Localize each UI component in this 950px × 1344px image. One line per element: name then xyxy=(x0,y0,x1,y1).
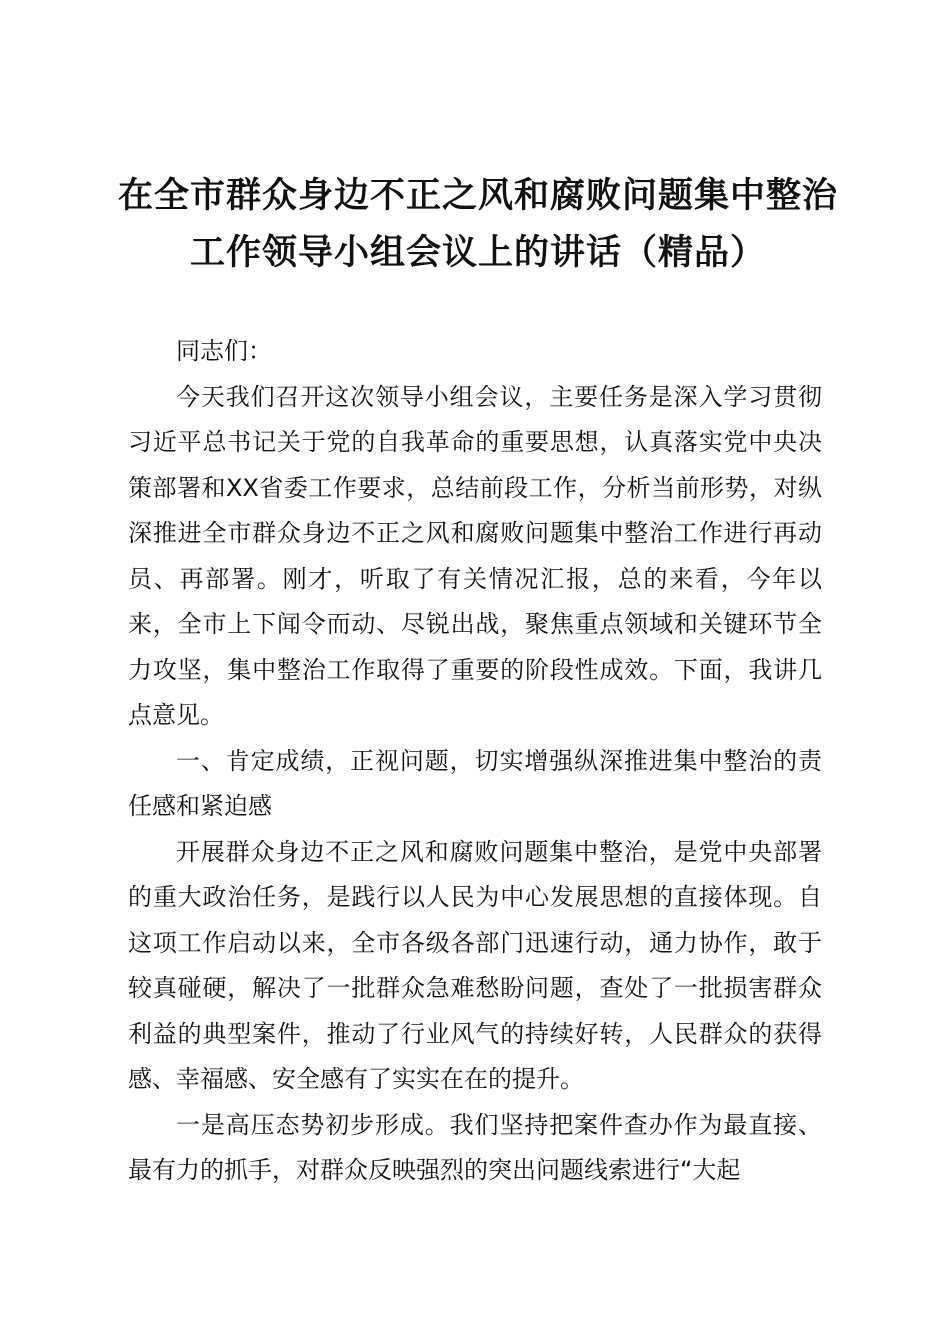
section-heading-1: 一、肯定成绩，正视问题，切实增强纵深推进集中整治的责任感和紧迫感 xyxy=(128,746,822,820)
paragraph-point-1: 一是高压态势初步形成。我们坚持把案件查办作为最直接、最有力的抓手，对群众反映强烈的突出问题线索进行“大起 xyxy=(128,1110,822,1184)
salutation: 同志们： xyxy=(176,337,272,365)
paragraph-section-1: 开展群众身边不正之风和腐败问题集中整治，是党中央部署的重大政治任务，是践行以人民为中心发展思想的直接体现。自这项工作启动以来，全市各级各部门迅速行动，通力协作，敢于较真碰硬，解决了一批群众急难愁盼问题，查处了一批损害群众利益的典型案件，推动了行业风气的持续好转，人民群众的获得感、幸福感、安全感有了实实在在的提升。 xyxy=(128,837,822,1093)
document-body xyxy=(128,329,822,1194)
paragraph-intro: 今天我们召开这次领导小组会议，主要任务是深入学习贯彻习近平总书记关于党的自我革命的重要思想，认真落实党中央决策部署和XX省委工作要求，总结前段工作，分析当前形势，对纵深推进全市群众身边不正之风和腐败问题集中整治工作进行再动员、再部署。刚才，听取了有关情况汇报，总的来看，今年以来，全市上下闻令而动、尽锐出战，聚焦重点领域和关键环节全力攻坚，集中整治工作取得了重要的阶段性成效。下面，我讲几点意见。 xyxy=(128,382,822,729)
document-title: 在全市群众身边不正之风和腐败问题集中整治工作领导小组会议上的讲话（精品） xyxy=(118,176,839,273)
